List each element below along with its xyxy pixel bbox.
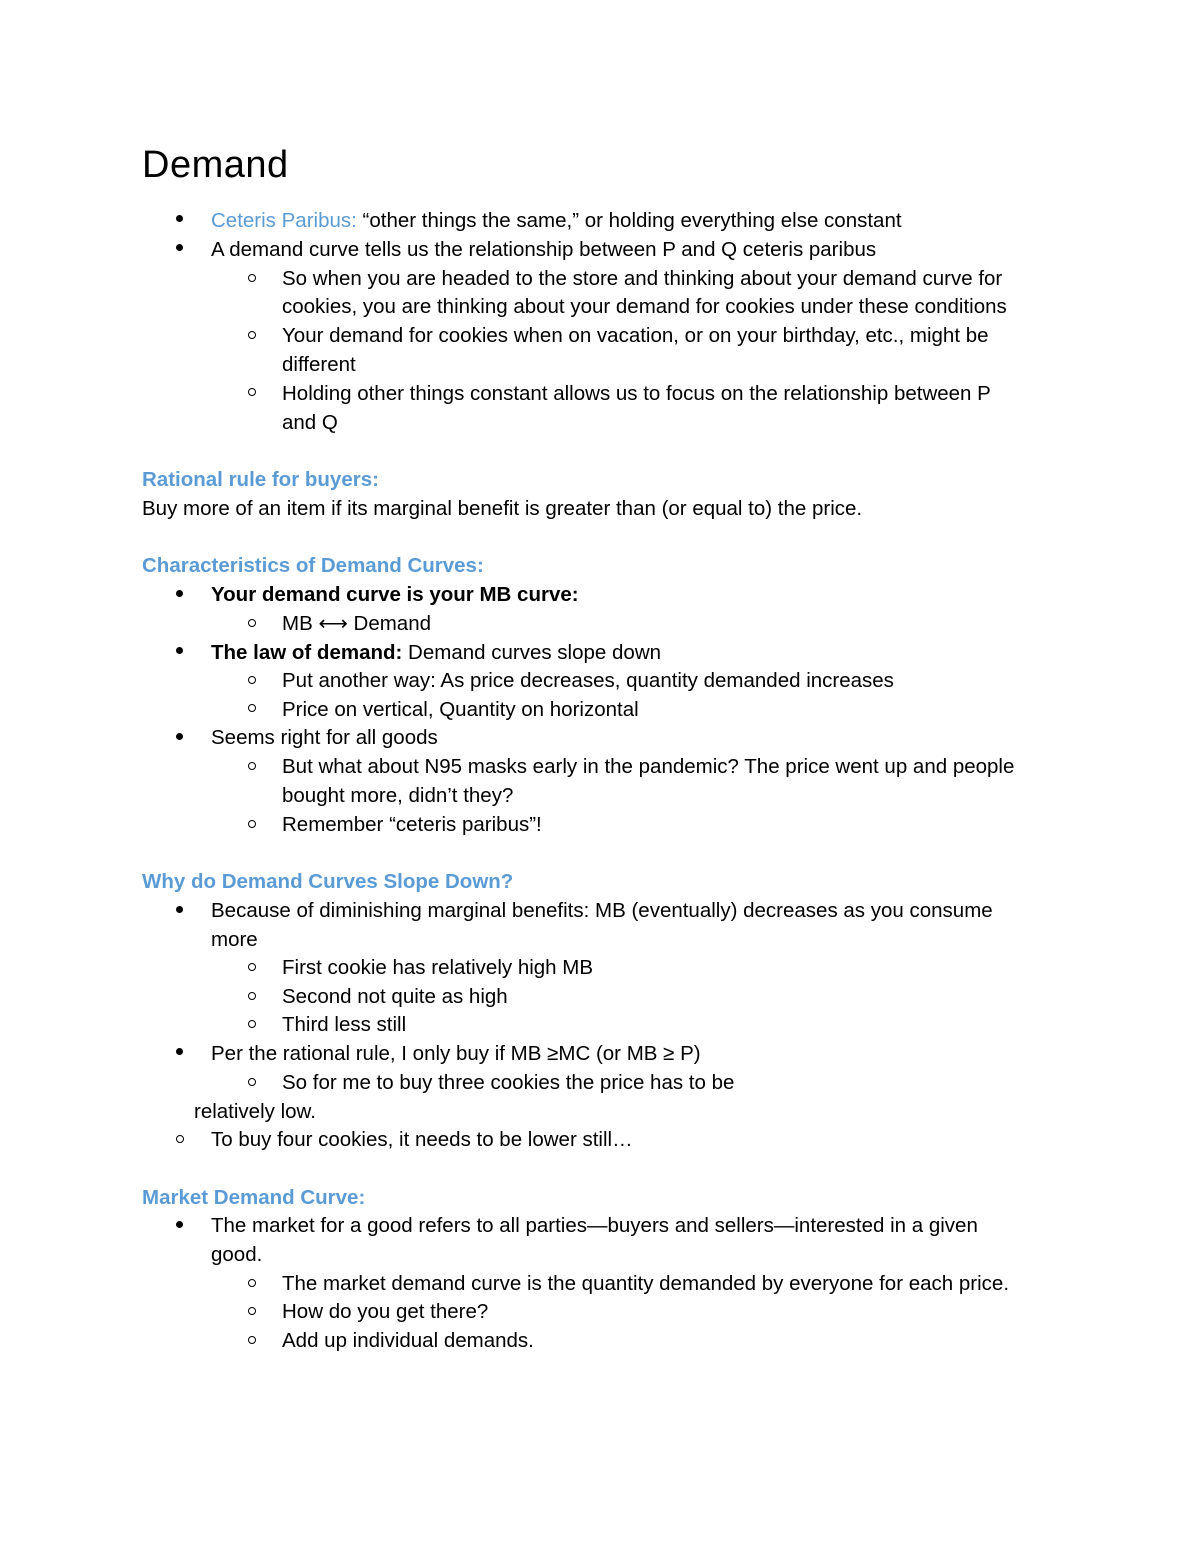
section-heading-market-demand: Market Demand Curve:	[142, 1186, 366, 1209]
sub-bullet-icon	[248, 1307, 256, 1315]
list-item-line: Because of diminishing marginal benefits: MB (eventually) decreases as you consume	[211, 899, 993, 922]
sub-list-item-line: But what about N95 masks early in the pandemic? The price went up and people	[282, 755, 1015, 778]
sub-bullet-icon	[248, 1336, 256, 1344]
sub-bullet-icon	[248, 992, 256, 1000]
section-heading-why-slope-down: Why do Demand Curves Slope Down?	[142, 870, 514, 893]
sub-list-item: How do you get there?	[282, 1300, 489, 1323]
sub-list-item-line: relatively low.	[194, 1100, 316, 1123]
sub-bullet-icon	[248, 1078, 256, 1086]
bullet-icon	[176, 590, 183, 597]
sub-list-item-line: and Q	[282, 411, 338, 434]
definition-text: Demand curves slope down	[402, 641, 662, 664]
sub-list-item: The market demand curve is the quantity demanded by everyone for each price.	[282, 1272, 1010, 1295]
list-item: Your demand curve is your MB curve:	[211, 583, 579, 606]
bullet-icon	[176, 733, 183, 740]
list-item-law-of-demand	[211, 639, 661, 667]
sub-bullet-icon	[248, 619, 256, 627]
sub-bullet-icon	[248, 820, 256, 828]
sub-list-item-line: cookies, you are thinking about your demand for cookies under these conditions	[282, 295, 1007, 318]
sub-list-item: Remember “ceteris paribus”!	[282, 813, 542, 836]
sub-list-item-line: bought more, didn’t they?	[282, 784, 514, 807]
bullet-icon	[176, 1221, 183, 1228]
sub-bullet-icon	[248, 963, 256, 971]
sub-bullet-icon	[248, 1020, 256, 1028]
bullet-icon	[176, 906, 183, 913]
bullet-icon	[176, 1048, 183, 1055]
list-item: Per the rational rule, I only buy if MB ≥MC (or MB ≥ P)	[211, 1042, 701, 1065]
list-item-line: good.	[211, 1243, 263, 1266]
sub-list-item: Third less still	[282, 1013, 407, 1036]
definition-text: “other things the same,” or holding everything else constant	[356, 209, 902, 232]
sub-list-item-line: So when you are headed to the store and thinking about your demand curve for	[282, 267, 1003, 290]
sub-list-item: Add up individual demands.	[282, 1329, 534, 1352]
sub-bullet-icon	[248, 331, 256, 339]
list-item-line: more	[211, 928, 258, 951]
bullet-icon	[176, 647, 183, 654]
sub-list-item: To buy four cookies, it needs to be lower still…	[211, 1128, 633, 1151]
sub-bullet-icon	[248, 676, 256, 684]
sub-list-item-line: Your demand for cookies when on vacation, or on your birthday, etc., might be	[282, 324, 989, 347]
page-title: Demand	[142, 144, 289, 186]
sub-list-item: Price on vertical, Quantity on horizontal	[282, 698, 639, 721]
sub-bullet-icon	[176, 1135, 184, 1143]
sub-list-item: Put another way: As price decreases, quantity demanded increases	[282, 669, 894, 692]
sub-bullet-icon	[248, 704, 256, 712]
list-item: A demand curve tells us the relationship between P and Q ceteris paribus	[211, 238, 877, 261]
bullet-icon	[176, 215, 183, 222]
sub-list-item-line: So for me to buy three cookies the price has to be	[282, 1071, 735, 1094]
paragraph: Buy more of an item if its marginal benefit is greater than (or equal to) the price.	[142, 497, 863, 520]
section-heading-characteristics: Characteristics of Demand Curves:	[142, 554, 484, 577]
sub-list-item: MB ⟷ Demand	[282, 612, 432, 635]
section-heading-rational-rule: Rational rule for buyers:	[142, 468, 379, 491]
sub-bullet-icon	[248, 274, 256, 282]
sub-bullet-icon	[248, 762, 256, 770]
sub-bullet-icon	[248, 388, 256, 396]
sub-bullet-icon	[248, 1279, 256, 1287]
bullet-icon	[176, 244, 183, 251]
list-item-line: The market for a good refers to all parties—buyers and sellers—interested in a given	[211, 1214, 978, 1237]
list-item-ceteris-paribus	[211, 207, 902, 235]
term-ceteris-paribus: Ceteris Paribus:	[211, 209, 357, 232]
sub-list-item-line: Holding other things constant allows us to focus on the relationship between P	[282, 382, 991, 405]
sub-list-item: Second not quite as high	[282, 985, 508, 1008]
sub-list-item-line: different	[282, 353, 356, 376]
list-item: Seems right for all goods	[211, 726, 438, 749]
sub-list-item: First cookie has relatively high MB	[282, 956, 594, 979]
term-law-of-demand: The law of demand:	[211, 641, 403, 664]
